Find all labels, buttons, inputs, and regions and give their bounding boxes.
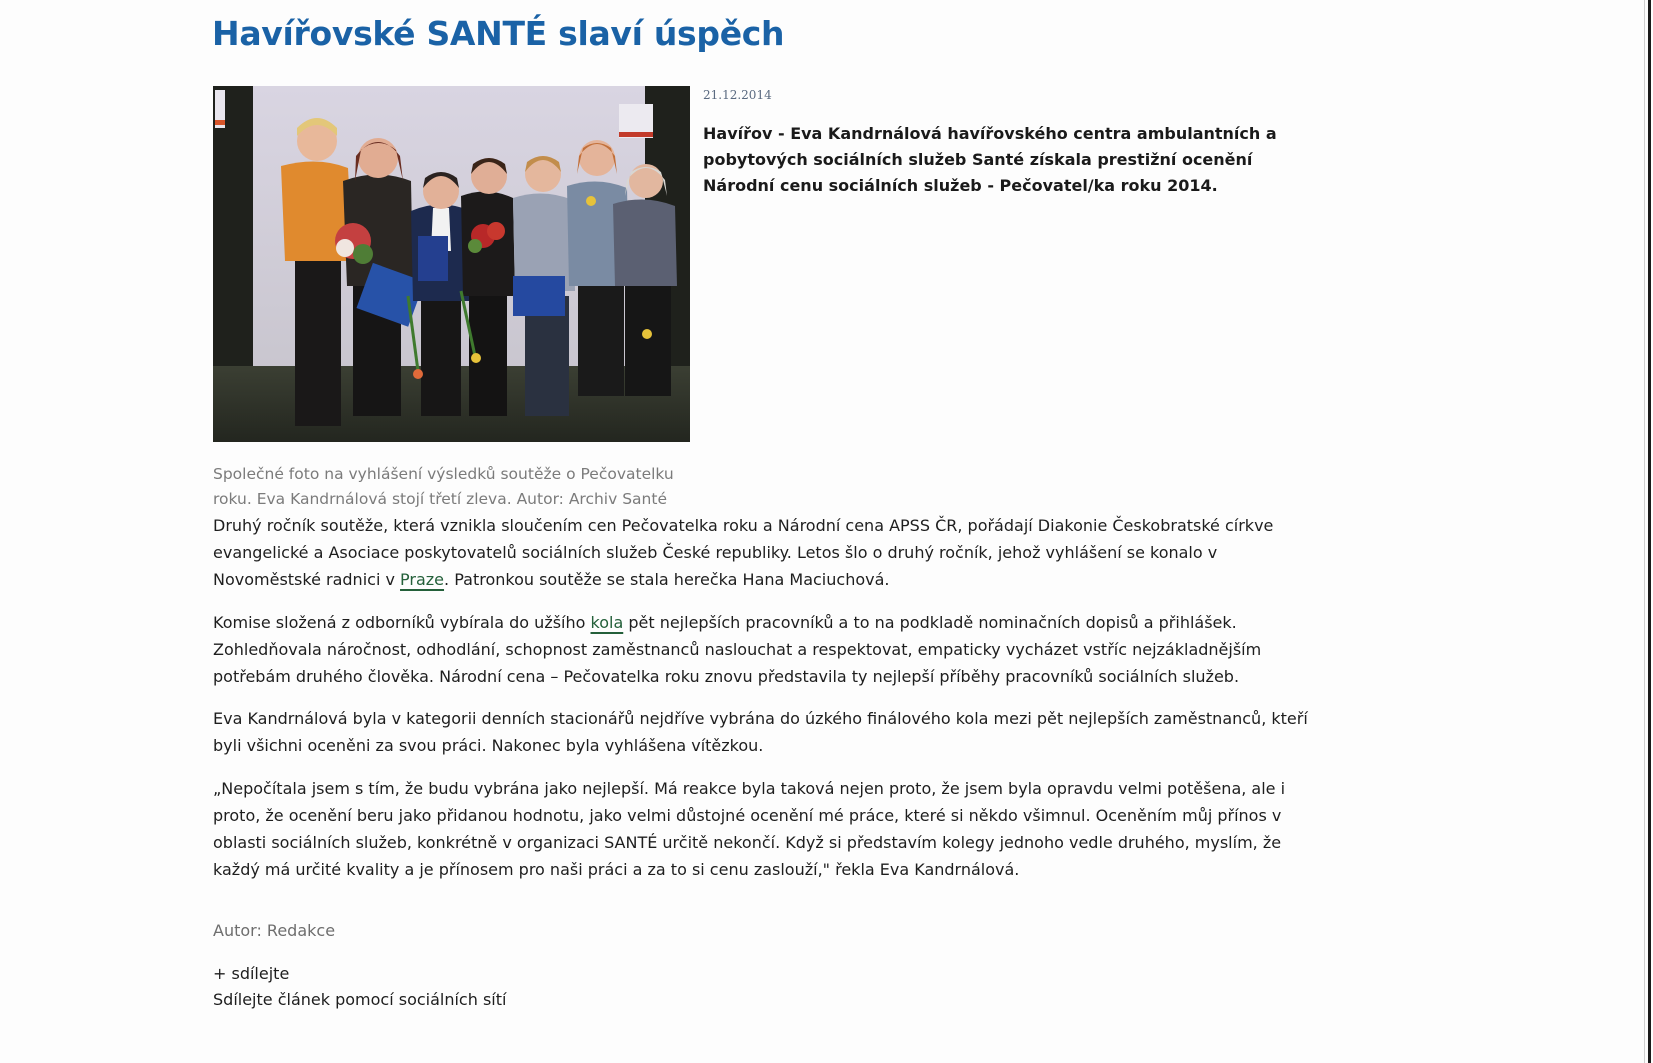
group-photo-image (213, 86, 690, 442)
paragraph-2 (213, 609, 1313, 690)
link-kola[interactable]: kola (590, 613, 624, 632)
paragraph-1 (213, 512, 1313, 593)
paragraph-text: Komise složená z odborníků vybírala do užšího (213, 613, 591, 632)
photo-caption: Společné foto na vyhlášení výsledků soutěže o Pečovatelku roku. Eva Kandrnálová stojí třetí zleva. Autor: Archiv Santé (213, 465, 674, 508)
scan-edge-border (1648, 0, 1651, 1063)
article-lead: Havířov - Eva Kandrnálová havířovského centra ambulantních a pobytových sociálních služeb Santé získala prestižní ocenění Národní cenu sociálních služeb - Pečovatel/ka roku 2014. (703, 124, 1277, 195)
paragraph-3: Eva Kandrnálová byla v kategorii denních stacionářů nejdříve vybrána do úzkého finálového kola mezi pět nejlepších zaměstnanců, kteří byli všichni oceněni za svou práci. Nakonec byla vyhlášena vítězkou. (213, 709, 1308, 755)
scan-edge-shadow (1644, 0, 1645, 1063)
article-photo (213, 86, 690, 442)
share-description: Sdílejte článek pomocí sociálních sítí (213, 990, 507, 1009)
article-title: Havířovské SANTÉ slaví úspěch (212, 14, 785, 53)
paragraph-quote: „Nepočítala jsem s tím, že budu vybrána jako nejlepší. Má reakce byla taková nejen proto, že jsem byla opravdu velmi potěšena, ale i proto, že ocenění beru jako přidanou hodnotu, jako velmi důstojné ocenění mé práce, které si někdo všimnul. Oceněním můj přínos v oblasti sociálních služeb, konkrétně v organizaci SANTÉ určitě nekončí. Když si představím kolegy jednoho vedle druhého, myslím, že každý má určité kvality a je přínosem pro naši práci a za to si cenu zaslouží," řekla Eva Kandrnálová. (213, 779, 1286, 879)
paragraph-text: . Patronkou soutěže se stala herečka Hana Maciuchová. (444, 570, 890, 589)
person-4 (461, 158, 515, 416)
link-praze[interactable]: Praze (400, 570, 445, 589)
article-author: Autor: Redakce (213, 921, 336, 940)
share-toggle-button[interactable]: + sdílejte (213, 964, 290, 983)
article-date: 21.12.2014 (703, 88, 772, 102)
paragraph-text: pět nejlepších pracovníků a to na podkladě nominačních dopisů a přihlášek. Zohledňovala náročnost, odhodlání, schopnost zaměstnanců naslouchat a respektovat, empaticky vycházet vstříc nejzákladnějším potřebám druhého člověka. Národní cena – Pečovatelka roku znovu představila ty nejlepší příběhy pracovníků sociálních služeb. (213, 613, 1262, 686)
paragraph-text: Druhý ročník soutěže, která vznikla sloučením cen Pečovatelka roku a Národní cena APSS ČR, pořádají Diakonie Českobratské církve evangelické a Asociace poskytovatelů sociálních služeb České republiky. Letos šlo o druhý ročník, jehož vyhlášení se konalo v Novoměstské radnici v (213, 516, 1274, 589)
